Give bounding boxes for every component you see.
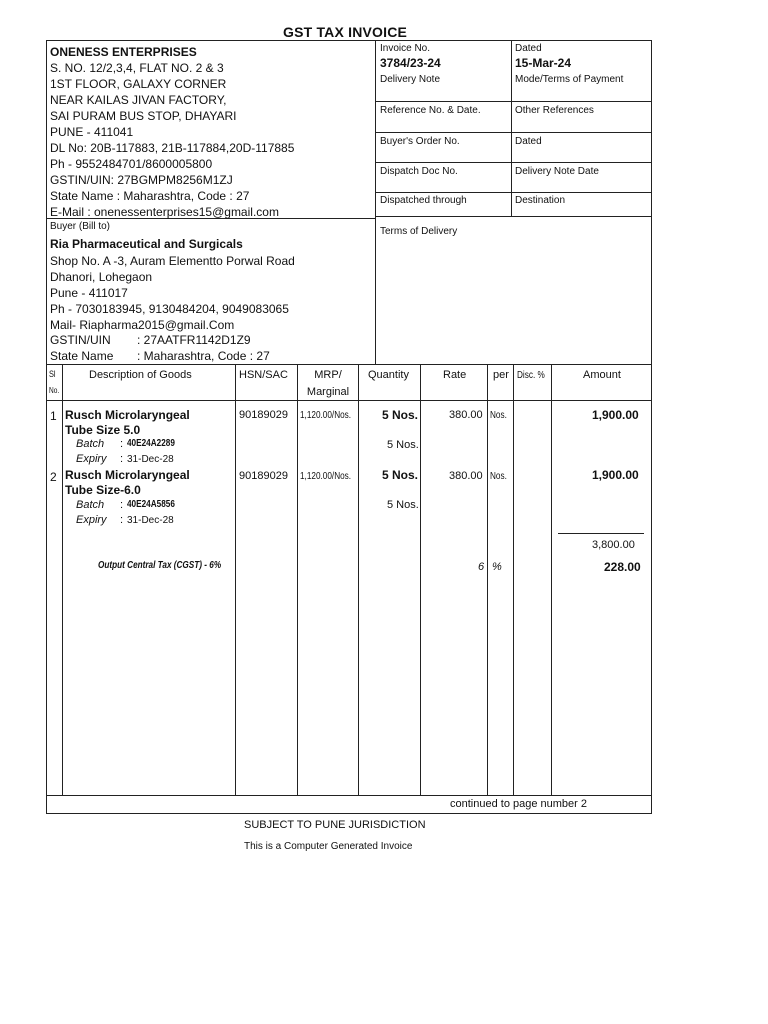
frame-top xyxy=(46,40,652,41)
tax-rate-unit: % xyxy=(492,561,502,573)
meta-line-5 xyxy=(375,216,651,217)
item-2-batch-colon: : xyxy=(120,499,124,511)
buyer-gstin-label: GSTIN/UIN xyxy=(50,333,111,347)
item-1-amount: 1,900.00 xyxy=(592,408,639,422)
header-per: per xyxy=(493,369,509,381)
dated2-label: Dated xyxy=(515,136,542,147)
item-1-hsn: 90189029 xyxy=(239,409,288,421)
buyer-line: Mail- Riapharma2015@gmail.Com xyxy=(50,318,235,332)
col-rate xyxy=(487,364,488,796)
item-2-qty: 5 Nos. xyxy=(382,468,419,482)
item-1-batch-colon: : xyxy=(120,438,124,450)
item-1-desc: Rusch Microlaryngeal xyxy=(65,408,190,422)
meta-line-2 xyxy=(375,132,651,133)
invoice-no: 3784/23-24 xyxy=(380,56,441,70)
meta-line-1 xyxy=(375,101,651,102)
seller-name: ONENESS ENTERPRISES xyxy=(50,45,197,59)
buyer-line: Shop No. A -3, Auram Elementto Porwal Road xyxy=(50,254,295,268)
jurisdiction-note: SUBJECT TO PUNE JURISDICTION xyxy=(244,819,426,831)
item-2-batch-value: 40E24A5856 xyxy=(127,499,175,510)
table-header-bottom xyxy=(46,400,652,401)
frame-bottom xyxy=(46,813,652,814)
item-2-sl: 2 xyxy=(50,470,57,484)
seller-line: GSTIN/UIN: 27BGMPM8256M1ZJ xyxy=(50,173,233,187)
buyers-order-label: Buyer's Order No. xyxy=(380,136,460,147)
delivery-note-date-label: Delivery Note Date xyxy=(515,166,599,177)
item-2-desc: Rusch Microlaryngeal xyxy=(65,468,190,482)
item-1-rate: 380.00 xyxy=(449,409,483,421)
header-quantity: Quantity xyxy=(368,369,409,381)
seller-line: S. NO. 12/2,3,4, FLAT NO. 2 & 3 xyxy=(50,61,224,75)
seller-line: State Name : Maharashtra, Code : 27 xyxy=(50,189,250,203)
buyer-line: Ph - 7030183945, 9130484204, 9049083065 xyxy=(50,302,289,316)
item-2-per: Nos. xyxy=(490,471,507,482)
dispatched-through-label: Dispatched through xyxy=(380,195,467,206)
item-2-amount: 1,900.00 xyxy=(592,468,639,482)
dated-label: Dated xyxy=(515,43,542,54)
item-1-expiry-label: Expiry xyxy=(76,453,107,465)
item-2-rate: 380.00 xyxy=(449,470,483,482)
mode-terms-label: Mode/Terms of Payment xyxy=(515,74,624,85)
item-2-batch-label: Batch xyxy=(76,499,105,511)
item-1-qty-sub: 5 Nos. xyxy=(387,439,419,451)
item-1-expiry-colon: : xyxy=(120,453,124,465)
seller-line: DL No: 20B-117883, 21B-117884,20D-117885 xyxy=(50,141,295,155)
item-1-qty: 5 Nos. xyxy=(382,408,419,422)
header-sl-no: No. xyxy=(49,386,60,395)
item-2-qty-sub: 5 Nos. xyxy=(387,499,419,511)
col-desc xyxy=(235,364,236,796)
header-mrp: MRP/ xyxy=(314,369,342,381)
item-2-mrp: 1,120.00/Nos. xyxy=(300,471,352,482)
meta-line-4 xyxy=(375,192,651,193)
header-description: Description of Goods xyxy=(89,369,192,381)
header-disc: Disc. % xyxy=(517,370,545,381)
buyer-line: Dhanori, Lohegaon xyxy=(50,270,153,284)
delivery-note-label: Delivery Note xyxy=(380,74,441,85)
seller-line: PUNE - 411041 xyxy=(50,125,134,139)
col-mrp xyxy=(358,364,359,796)
item-2-expiry-label: Expiry xyxy=(76,514,107,526)
subtotal-line xyxy=(558,533,644,534)
header-sl: Sl xyxy=(49,369,56,379)
dispatch-doc-label: Dispatch Doc No. xyxy=(380,166,458,177)
item-1-per: Nos. xyxy=(490,410,507,421)
tax-amount: 228.00 xyxy=(604,560,641,574)
item-2-desc-2: Tube Size-6.0 xyxy=(65,483,141,497)
item-2-hsn: 90189029 xyxy=(239,470,288,482)
item-1-batch-value: 40E24A2289 xyxy=(127,438,175,449)
header-divider xyxy=(375,40,376,364)
meta-line-3 xyxy=(375,162,651,163)
frame-left xyxy=(46,40,47,814)
header-hsn: HSN/SAC xyxy=(239,369,288,381)
col-disc xyxy=(551,364,552,796)
invoice-title: GST TAX INVOICE xyxy=(283,24,408,40)
invoice-date: 15-Mar-24 xyxy=(515,56,572,70)
table-body-bottom xyxy=(46,795,652,796)
col-hsn xyxy=(297,364,298,796)
header-amount: Amount xyxy=(583,369,621,381)
seller-line: E-Mail : onenessenterprises15@gmail.com xyxy=(50,205,279,219)
meta-divider xyxy=(511,40,512,216)
tax-label: Output Central Tax (CGST) - 6% xyxy=(98,560,222,571)
item-2-expiry-value: 31-Dec-28 xyxy=(127,515,174,526)
col-per xyxy=(513,364,514,796)
buyer-name: Ria Pharmaceutical and Surgicals xyxy=(50,237,243,251)
buyer-heading: Buyer (Bill to) xyxy=(50,221,111,232)
col-sl xyxy=(62,364,63,796)
frame-right xyxy=(651,40,652,814)
terms-of-delivery-label: Terms of Delivery xyxy=(380,226,458,237)
buyer-state-value: : Maharashtra, Code : 27 xyxy=(137,349,270,363)
item-1-batch-label: Batch xyxy=(76,438,105,450)
seller-line: NEAR KAILAS JIVAN FACTORY, xyxy=(50,93,227,107)
table-top xyxy=(46,364,652,365)
item-1-sl: 1 xyxy=(50,409,57,423)
buyer-line: Pune - 411017 xyxy=(50,286,128,300)
item-1-expiry-value: 31-Dec-28 xyxy=(127,454,174,465)
seller-line: 1ST FLOOR, GALAXY CORNER xyxy=(50,77,227,91)
other-references-label: Other References xyxy=(515,105,594,116)
item-1-desc-2: Tube Size 5.0 xyxy=(65,423,141,437)
destination-label: Destination xyxy=(515,195,566,206)
invoice-no-label: Invoice No. xyxy=(380,43,431,54)
tax-rate: 6 xyxy=(478,561,485,573)
seller-line: SAI PURAM BUS STOP, DHAYARI xyxy=(50,109,237,123)
buyer-gstin-value: : 27AATFR1142D1Z9 xyxy=(137,333,251,347)
col-qty xyxy=(420,364,421,796)
subtotal-amount: 3,800.00 xyxy=(592,539,635,551)
computer-generated-note: This is a Computer Generated Invoice xyxy=(244,841,413,852)
continued-note: continued to page number 2 xyxy=(450,798,587,810)
item-1-mrp: 1,120.00/Nos. xyxy=(300,410,352,421)
reference-label: Reference No. & Date. xyxy=(380,105,481,116)
seller-line: Ph - 9552484701/8600005800 xyxy=(50,157,213,171)
item-2-expiry-colon: : xyxy=(120,514,124,526)
header-rate: Rate xyxy=(443,369,467,381)
buyer-state-label: State Name xyxy=(50,349,114,363)
header-mrp-marginal: Marginal xyxy=(306,386,350,398)
